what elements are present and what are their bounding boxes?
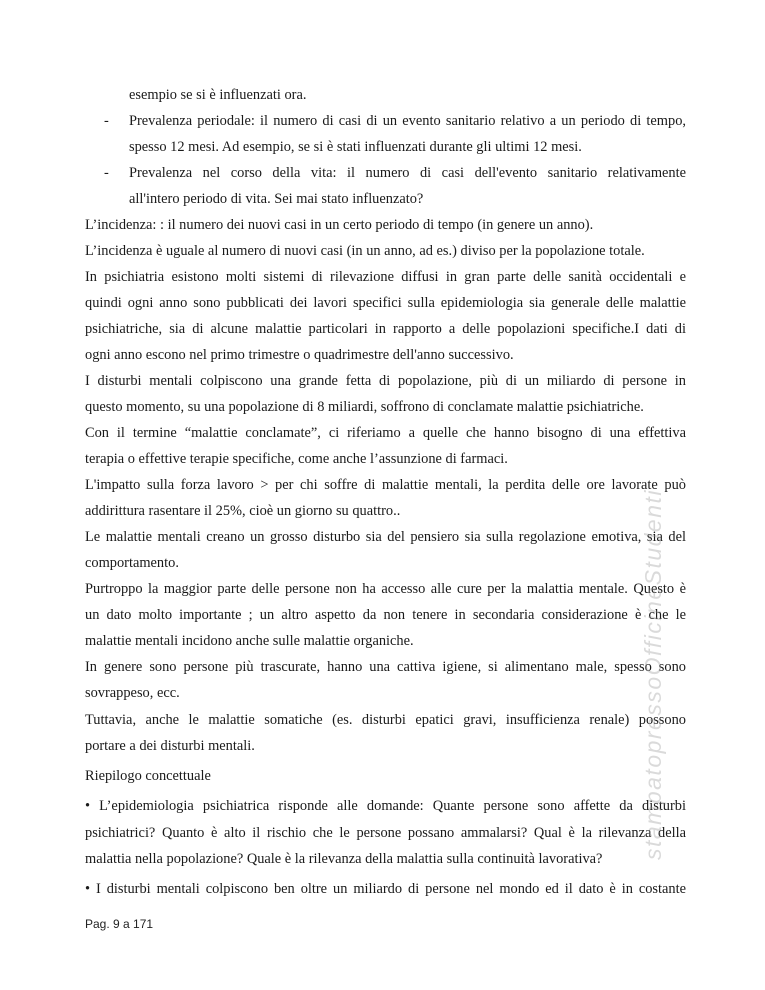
list-dash: - <box>104 165 109 181</box>
text-line: quindi ogni anno sono pubblicati dei lavori specifici sulla epidemiologia sia generale delle malattie <box>85 295 686 311</box>
text-line: Prevalenza nel corso della vita: il numero di casi dell'evento sanitario relativamente <box>129 165 686 181</box>
text-line: Purtroppo la maggior parte delle persone non ha accesso alle cure per la malattia mentale. Questo è <box>85 581 686 597</box>
text-line: esempio se si è influenzati ora. <box>129 87 307 103</box>
text-line: questo momento, su una popolazione di 8 miliardi, soffrono di conclamate malattie psichiatriche. <box>85 399 644 415</box>
text-line: L'impatto sulla forza lavoro > per chi soffre di malattie mentali, la perdita delle ore lavorate può <box>85 477 686 493</box>
page-number: Pag. 9 a 171 <box>85 917 154 931</box>
text-line: Le malattie mentali creano un grosso disturbo sia del pensiero sia sulla regolazione emotiva, sia del <box>85 529 686 545</box>
text-line: portare a dei disturbi mentali. <box>85 738 255 754</box>
bullet-line: • L’epidemiologia psichiatrica risponde alle domande: Quante persone sono affette da disturbi <box>85 798 686 814</box>
text-line: malattia nella popolazione? Quale è la rilevanza della malattia sulla continuità lavorativa? <box>85 851 603 867</box>
text-line: L’incidenza: : il numero dei nuovi casi in un certo periodo di tempo (in genere un anno). <box>85 217 594 233</box>
text-line: malattie mentali incidono anche sulle malattie organiche. <box>85 633 414 649</box>
text-line: terapia o effettive terapie specifiche, come anche l’assunzione di farmaci. <box>85 451 508 467</box>
text-line: Tuttavia, anche le malattie somatiche (es. disturbi epatici gravi, insufficienza renale) possono <box>85 712 686 728</box>
text-line: spesso 12 mesi. Ad esempio, se si è stati influenzati durante gli ultimi 12 mesi. <box>129 139 582 155</box>
text-line: Prevalenza periodale: il numero di casi di un evento sanitario relativo a un periodo di tempo, <box>129 113 686 129</box>
text-line: L’incidenza è uguale al numero di nuovi casi (in un anno, ad es.) diviso per la popolazione totale. <box>85 243 645 259</box>
text-line: In genere sono persone più trascurate, hanno una cattiva igiene, si alimentano male, spesso sono <box>85 659 686 675</box>
section-heading: Riepilogo concettuale <box>85 768 211 784</box>
text-line: un dato molto importante ; un altro aspetto da non tenere in secondaria considerazione è che le <box>85 607 686 623</box>
text-line: all'intero periodo di vita. Sei mai stato influenzato? <box>129 191 424 207</box>
text-line: Con il termine “malattie conclamate”, ci riferiamo a quelle che hanno bisogno di una effettiva <box>85 425 686 441</box>
text-line: In psichiatria esistono molti sistemi di rilevazione diffusi in gran parte delle sanità occidentali e <box>85 269 686 285</box>
list-dash: - <box>104 113 109 129</box>
text-line: addirittura rasentare il 25%, cioè un giorno su quattro.. <box>85 503 401 519</box>
text-line: comportamento. <box>85 555 179 571</box>
text-line: psichiatrici? Quanto è alto il rischio che le persone possano ammalarsi? Qual è la rilevanza della <box>85 825 686 841</box>
bullet-line: • I disturbi mentali colpiscono ben oltre un miliardo di persone nel mondo ed il dato è in costante <box>85 881 686 897</box>
text-line: I disturbi mentali colpiscono una grande fetta di popolazione, più di un miliardo di persone in <box>85 373 686 389</box>
text-line: ogni anno escono nel primo trimestre o quadrimestre dell'anno successivo. <box>85 347 514 363</box>
watermark: stampatopressoOfficineStudenti <box>640 488 666 860</box>
text-line: psichiatriche, sia di alcune malattie particolari in rapporto a delle popolazioni specifiche.I dati di <box>85 321 686 337</box>
text-line: sovrappeso, ecc. <box>85 685 180 701</box>
